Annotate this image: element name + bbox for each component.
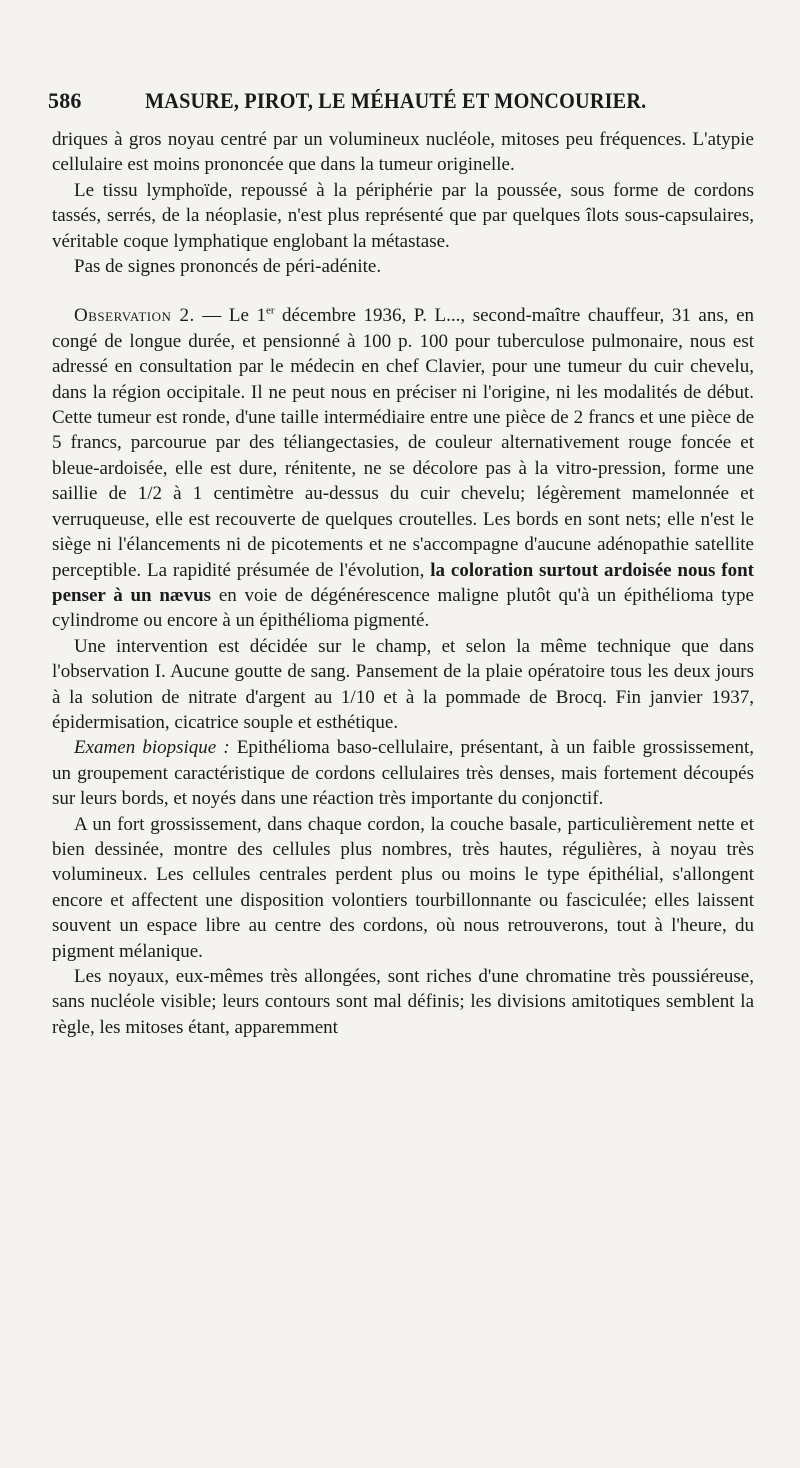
- paragraph-3: Pas de signes prononcés de péri-adénite.: [74, 256, 382, 278]
- running-header: [48, 86, 758, 120]
- observation-text: décembre 1936, P. L..., second-maître chauffeur, 31 ans, en congé de longue durée, et pensionné à 100 p. 100 pour tuberculose pulmonaire, nous est adressé en consultation par le médecin en chef Clavier, pour une tumeur du cuir chevelu, dans la région occipitale. Il ne peut nous en préciser ni l'origine, ni les modalités de début. Cette tumeur est ronde, d'une taille intermédiaire entre une pièce de 2 francs et une pièce de 5 francs, parcourue par des téliangectasies, de couleur alternativement rouge foncée et bleue-ardoisée, elle est dure, rénitente, ne se décolore pas à la vitro-pression, forme une saillie de 1/2 à 1 centimètre au-dessus du cuir chevelu; légèrement mamelonnée et verruqueuse, elle est recouverte de quelques croutelles. Les bords en sont nets; elle n'est le siège ni l'élancements ni de picotements et ne s'accompagne d'aucune adénopathie satellite perceptible. La rapidité présumée de l'évolution,: [52, 305, 755, 581]
- observation-paragraph: [52, 303, 754, 633]
- exam-text: Epithélioma baso-cellulaire, présentant, à un faible grossissement, un groupement caractéristique de cordons cellulaires très denses, mais fortement découpés sur leurs bords, et noyés dans une réaction très importante du conjonctif.: [52, 737, 754, 810]
- observation-label: Observation 2.: [74, 305, 195, 327]
- running-title: MASURE, PIROT, LE MÉHAUTÉ ET MONCOURIER.: [145, 88, 647, 113]
- paragraph-nuclei: Les noyaux, eux-mêmes très allongées, sont riches d'une chromatine très poussiéreuse, sans nucléole visible; leurs contours sont mal définis; les divisions amitotiques semblent la règle, les mitoses étant, apparemment: [52, 966, 754, 1038]
- paragraph-1: driques à gros noyau centré par un volumineux nucléole, mitoses peu fréquences. L'atypie cellulaire est moins prononcée que dans la tumeur originelle.: [52, 129, 754, 176]
- section-gap: [52, 279, 754, 303]
- page-number: 586: [48, 88, 82, 113]
- paragraph-2: Le tissu lymphoïde, repoussé à la périphérie par la poussée, sous forme de cordons tassés, serrés, de la néoplasie, n'est plus représenté que par quelques îlots sous-capsulaires, véritable coque lymphatique englobant la métastase.: [52, 179, 754, 252]
- observation-date: — Le 1: [194, 305, 266, 327]
- observation-tail: en voie de dégénérescence maligne plutôt qu'à un épithélioma type cylindrome ou encore à un épithélioma pigmenté.: [52, 584, 754, 632]
- observation-emphasis: la coloration surtout ardoisée nous font penser à un nævus: [52, 559, 755, 606]
- exam-paragraph: [52, 735, 754, 811]
- body-text: [52, 127, 754, 1040]
- exam-label: Examen biopsique :: [74, 737, 230, 759]
- paragraph-intervention: Une intervention est décidée sur le champ, et selon la même technique que dans l'observation I. Aucune goutte de sang. Pansement de la plaie opératoire tous les deux jours à la solution de nitrate d'argent au 1/10 et à la pommade de Brocq. Fin janvier 1937, épidermisation, cicatrice souple et esthétique.: [52, 635, 754, 733]
- ordinal-superscript: er: [265, 305, 275, 318]
- paragraph-magnification: A un fort grossissement, dans chaque cordon, la couche basale, particulièrement nette et bien dessinée, montre des cellules plus nombres, très hautes, régulières, à noyau très volumineux. Les cellules centrales perdent plus ou moins le type épithélial, s'allongent encore et affectent une disposition volontiers tourbillonnante ou fasciculée; elles laissent souvent un espace libre au centre des cordons, où nous retrouverons, tout à l'heure, du pigment mélanique.: [52, 813, 754, 962]
